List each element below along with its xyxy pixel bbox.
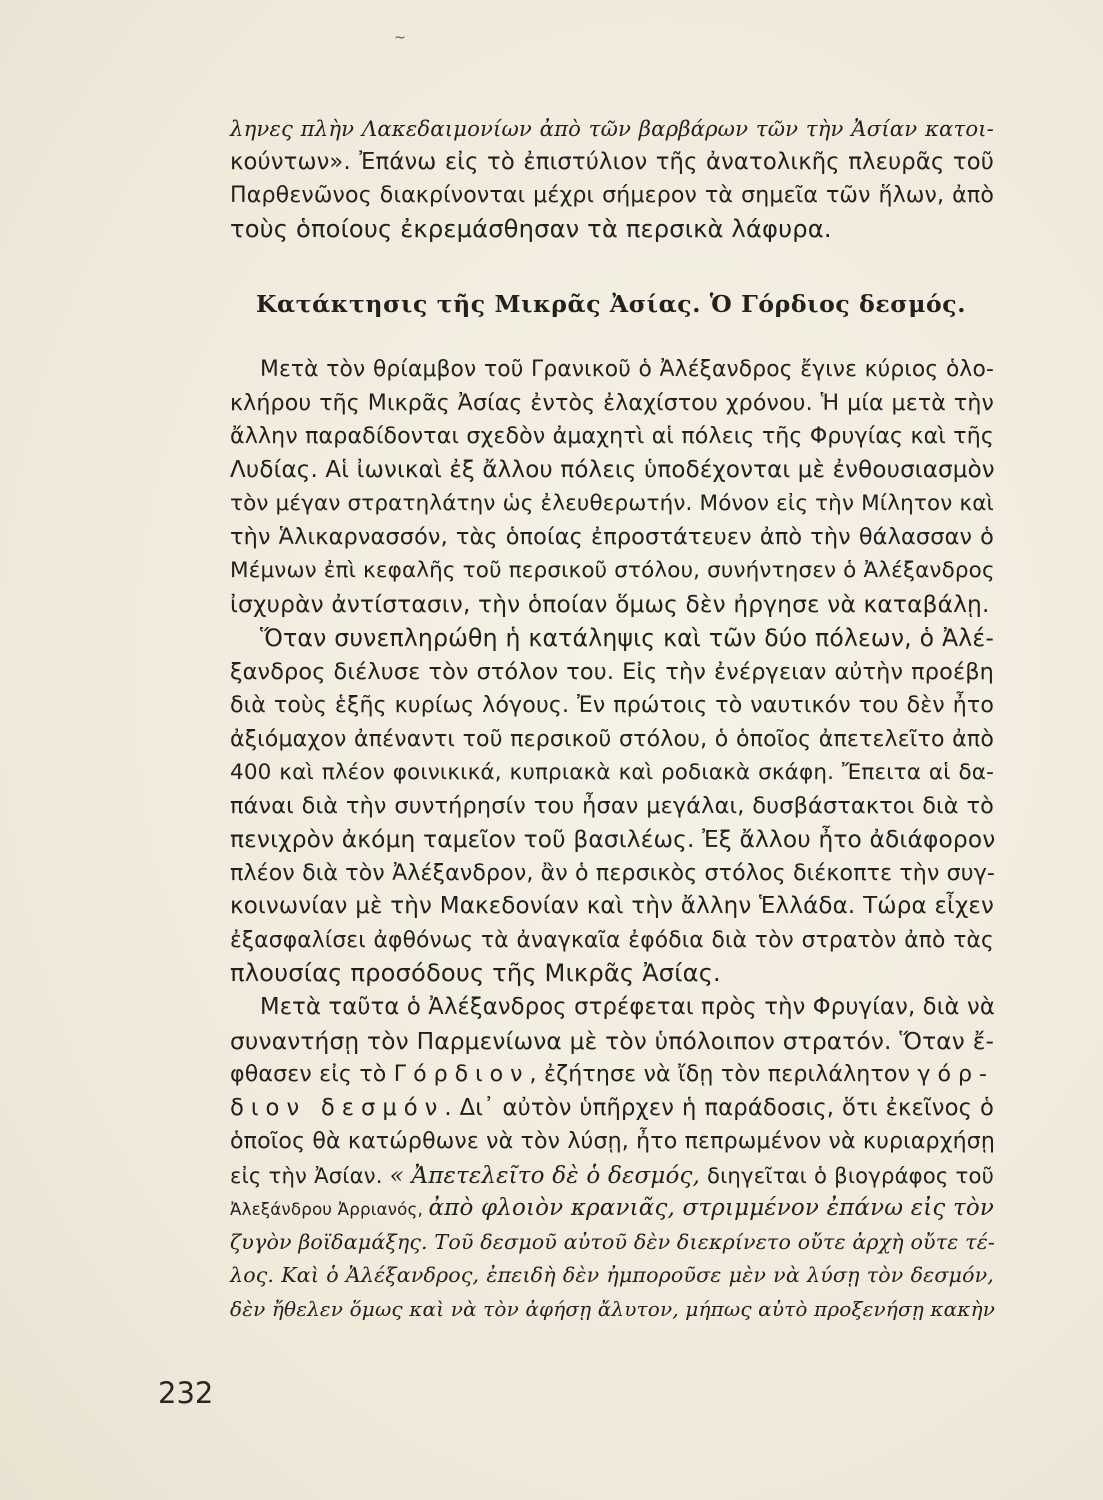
text-run: , ἐζήτησε νὰ ἴδῃ τὸν περιλάλητον xyxy=(529,1061,918,1087)
text-line: ἐξασφαλίσει ἀφθόνως τὰ ἀναγκαῖα ἐφόδια διὰ τὸν στρατὸν ἀπὸ τὰς xyxy=(230,927,994,953)
text-run: . Δι᾿ αὐτὸν ὑπῆρχεν ἡ παράδοσις, ὅτι ἐκεῖνος ὁ xyxy=(444,1094,994,1121)
paragraph-3 xyxy=(230,622,994,991)
text-line: Μέμνων ἐπὶ κεφαλῆς τοῦ περσικοῦ στόλου, συνήντησεν ὁ Ἀλέξανδρος xyxy=(230,558,995,583)
text-line: ξανδρος διέλυσε τὸν στόλον του. Εἰς τὴν ἐνέργειαν αὐτὴν προέβη xyxy=(230,658,994,685)
paragraph-4 xyxy=(230,991,994,1326)
text-line: 400 καὶ πλέον φοινικικά, κυπριακὰ καὶ ροδιακὰ σκάφη. Ἔπειτα αἱ δα- xyxy=(230,760,994,785)
text-line: ἀξιόμαχον ἀπέναντι τοῦ περσικοῦ στόλου, ὁ ὁποῖος ἀπετελεῖτο ἀπὸ xyxy=(230,725,994,752)
text-line: ληνες πλὴν Λακεδαιμονίων ἀπὸ τῶν βαρβάρων τῶν τὴν Ἀσίαν κατοι- xyxy=(230,116,994,141)
text-line: τὸν μέγαν στρατηλάτην ὡς ἐλευθερωτήν. Μόνον εἰς τὴν Μίλητον καὶ xyxy=(230,491,994,516)
text-run: διηγεῖται ὁ βιογράφος τοῦ xyxy=(699,1162,994,1188)
quote-text: « Ἀπετελεῖτο δὲ ὁ δεσμός, xyxy=(389,1162,700,1189)
text-line: πλέον διὰ τὸν Ἀλέξανδρον, ἂν ὁ περσικὸς στόλος διέκοπτε τὴν συγ- xyxy=(230,859,996,886)
quote-line: λος. Καὶ ὁ Ἀλέξανδρος, ἐπειδὴ δὲν ἠμποροῦσε μὲν νὰ λύσῃ τὸν δεσμόν, xyxy=(230,1263,994,1287)
paragraph-1 xyxy=(230,112,994,246)
text-line: συναντήσῃ τὸν Παρμενίωνα μὲ τὸν ὑπόλοιπον στρατόν. Ὅταν ἔ- xyxy=(230,1027,994,1055)
top-mark: ~ xyxy=(394,30,406,46)
text-line: πενιχρὸν ἀκόμη ταμεῖον τοῦ βασιλέως. Ἐξ ἄλλου ἦτο ἀδιάφορον xyxy=(230,826,996,853)
spaced-term-gordion-knot: γόρ- xyxy=(917,1061,994,1087)
text-line: διὰ τοὺς ἑξῆς κυρίως λόγους. Ἐν πρώτοις τὸ ναυτικόν του δὲν ἦτο xyxy=(230,692,994,718)
section-heading: Κατάκτησις τῆς Μικρᾶς Ἀσίας. Ὁ Γόρδιος δεσμός. xyxy=(256,290,966,318)
text-line xyxy=(230,1192,994,1226)
text-line: Μετὰ ταῦτα ὁ Ἀλέξανδρος στρέφεται πρὸς τὴν Φρυγίαν, διὰ νὰ xyxy=(260,994,995,1020)
text-run: εἰς τὴν Ἀσίαν. xyxy=(230,1162,390,1188)
text-line: ἰσχυρὰν ἀντίστασιν, τὴν ὁποίαν ὅμως δὲν ἠργησε νὰ καταβάλῃ. xyxy=(230,590,990,618)
text-line: Λυδίας. Αἱ ἰωνικαὶ ἐξ ἄλλου πόλεις ὑποδέχονται μὲ ἐνθουσιασμὸν xyxy=(230,456,995,483)
text-line xyxy=(230,1092,994,1126)
text-line: Ὅταν συνεπληρώθη ἡ κατάληψις καὶ τῶν δύο πόλεων, ὁ Ἀλέ- xyxy=(260,624,994,652)
quote-line: δὲν ἤθελεν ὅμως καὶ νὰ τὸν ἀφήσῃ ἄλυτον, μήπως αὐτὸ προξενήσῃ κακὴν xyxy=(230,1296,996,1321)
paragraph-2 xyxy=(230,353,994,621)
text-line: κοινωνίαν μὲ τὴν Μακεδονίαν καὶ τὴν ἄλλην Ἑλλάδα. Τώρα εἶχεν xyxy=(230,893,994,919)
text-run: φθασεν εἰς τὸ xyxy=(230,1061,394,1087)
text-line: κούντων». Ἐπάνω εἰς τὸ ἐπιστύλιον τῆς ἀνατολικῆς πλευρᾶς τοῦ xyxy=(230,148,994,175)
spaced-term-gordion-knot: διον δεσμόν xyxy=(230,1094,445,1121)
text-line: ἄλλην παραδίδονται σχεδὸν ἀμαχητὶ αἱ πόλεις τῆς Φρυγίας καὶ τῆς xyxy=(230,423,994,449)
text-line: Παρθενῶνος διακρίνονται μέχρι σήμερον τὰ σημεῖα τῶν ἥλων, ἀπὸ xyxy=(230,182,994,208)
text-line: πλουσίας προσόδους τῆς Μικρᾶς Ἀσίας. xyxy=(230,959,721,987)
text-run: Ἀλεξάνδρου Ἀρριανός, xyxy=(230,1199,429,1219)
text-line: Μετὰ τὸν θρίαμβον τοῦ Γρανικοῦ ὁ Ἀλέξανδρος ἔγινε κύριος ὁλο- xyxy=(260,357,994,382)
text-line: ὁποῖος θὰ κατώρθωνε νὰ τὸν λύσῃ, ἦτο πεπρωμένον νὰ κυριαρχήσῃ xyxy=(230,1128,996,1154)
quote-text: ἀπὸ φλοιὸν κρανιᾶς, στριμμένον ἐπάνω εἰς τὸν xyxy=(428,1195,994,1221)
text-line: κλήρου τῆς Μικρᾶς Ἀσίας ἐντὸς ἐλαχίστου χρόνου. Ἡ μία μετὰ τὴν xyxy=(230,389,994,416)
text-line xyxy=(230,1058,994,1092)
text-line: πάναι διὰ τὴν συντήρησίν του ἦσαν μεγάλαι, δυσβάστακτοι διὰ τὸ xyxy=(230,792,994,819)
text-line: τοὺς ὁποίους ἐκρεμάσθησαν τὰ περσικὰ λάφυρα. xyxy=(230,214,832,243)
quote-line: ζυγὸν βοϊδαμάξης. Τοῦ δεσμοῦ αὐτοῦ δὲν διεκρίνετο οὔτε ἀρχὴ οὔτε τέ- xyxy=(230,1229,995,1254)
text-line xyxy=(230,1159,994,1193)
page-number: 232 xyxy=(158,1376,214,1410)
spaced-term-gordion: Γόρδιον xyxy=(393,1061,530,1087)
text-line: τὴν Ἁλικαρνασσόν, τὰς ὁποίας ἐπροστάτευεν ἀπὸ τὴν θάλασσαν ὁ xyxy=(230,523,994,550)
